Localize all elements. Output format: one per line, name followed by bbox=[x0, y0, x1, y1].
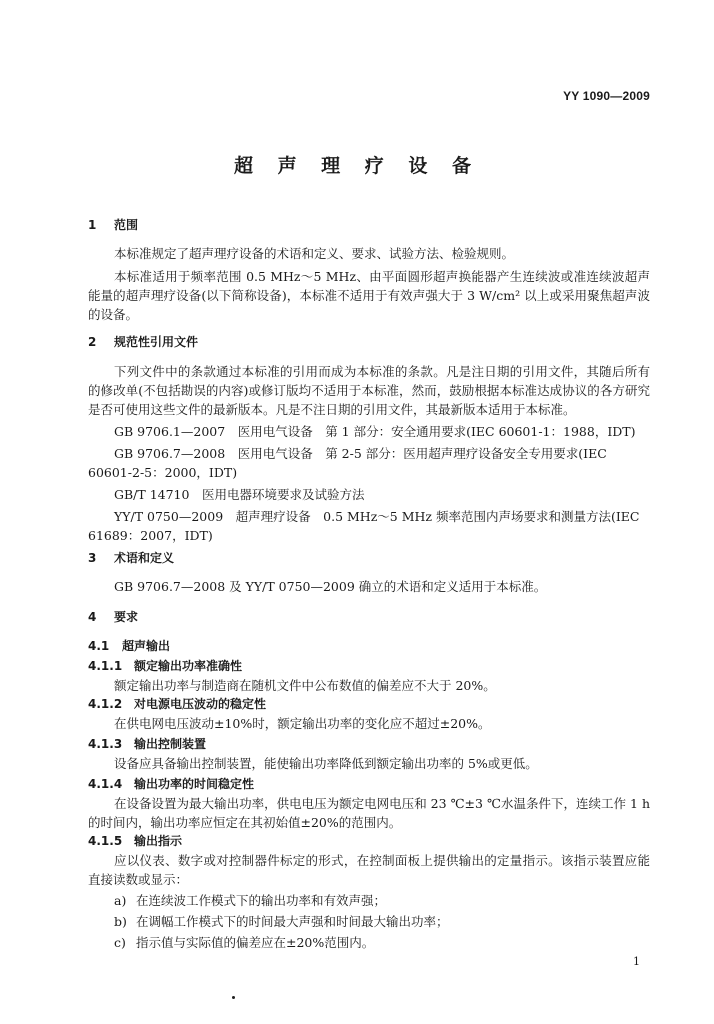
paragraph: 本标准规定了超声理疗设备的术语和定义、要求、试验方法、检验规则。 bbox=[114, 246, 515, 261]
clause-heading: 4.1.1 额定输出功率准确性 bbox=[88, 659, 243, 673]
scan-speck bbox=[232, 996, 235, 999]
paragraph: GB 9706.7—2008 及 YY/T 0750—2009 确立的术语和定义适用于本标准。 bbox=[114, 579, 547, 594]
reference-item: YY/T 0750—2009 超声理疗设备 0.5 MHz～5 MHz 频率范围内声场要求和测量方法(IEC 61689：2007，IDT) bbox=[88, 509, 640, 543]
section-3 bbox=[88, 549, 650, 568]
paragraph: 应以仪表、数字或对控制器件标定的形式，在控制面板上提供输出的定量指示。该指示装置应能直接读数或显示： bbox=[88, 853, 650, 887]
section-1 bbox=[88, 216, 650, 235]
section-heading: 4 要求 bbox=[88, 610, 139, 624]
section-2-body bbox=[88, 362, 650, 545]
paragraph: 在供电网电压波动±10%时，额定输出功率的变化应不超过±20%。 bbox=[114, 716, 491, 731]
paragraph: 额定输出功率与制造商在随机文件中公布数值的偏差应不大于 20%。 bbox=[114, 678, 496, 693]
clause-heading: 4.1.3 输出控制装置 bbox=[88, 737, 207, 751]
section-heading: 2 规范性引用文件 bbox=[88, 335, 199, 349]
section-heading: 3 术语和定义 bbox=[88, 551, 175, 565]
section-4-1 bbox=[88, 637, 650, 952]
reference-item: GB/T 14710 医用电器环境要求及试验方法 bbox=[114, 487, 365, 502]
section-2 bbox=[88, 333, 650, 352]
section-1-body bbox=[88, 244, 650, 324]
clause-heading: 4.1.2 对电源电压波动的稳定性 bbox=[88, 697, 267, 711]
page-number: 1 bbox=[633, 955, 640, 968]
reference-item: GB 9706.1—2007 医用电气设备 第 1 部分：安全通用要求(IEC 60601-1：1988，IDT) bbox=[114, 424, 636, 439]
clause-heading: 4.1.4 输出功率的时间稳定性 bbox=[88, 777, 255, 791]
document-title: 超 声 理 疗 设 备 bbox=[233, 155, 481, 177]
list-item: c) 指示值与实际值的偏差应在±20%范围内。 bbox=[114, 935, 375, 950]
subsection-heading: 4.1 超声输出 bbox=[88, 639, 171, 653]
paragraph: 本标准适用于频率范围 0.5 MHz～5 MHz、由平面圆形超声换能器产生连续波或准连续波超声能量的超声理疗设备(以下简称设备)，本标准不适用于有效声强大于 3 W/cm² 以上或采用聚焦超声波的设备。 bbox=[88, 269, 650, 322]
section-4 bbox=[88, 608, 650, 627]
reference-item: GB 9706.7—2008 医用电气设备 第 2-5 部分：医用超声理疗设备安全专用要求(IEC 60601-2-5：2000，IDT) bbox=[88, 446, 607, 480]
list-item: b) 在调幅工作模式下的时间最大声强和时间最大输出功率； bbox=[114, 914, 449, 929]
paragraph: 下列文件中的条款通过本标准的引用而成为本标准的条款。凡是注日期的引用文件，其随后所有的修改单(不包括勘误的内容)或修订版均不适用于本标准，然而，鼓励根据本标准达成协议的各方研究是否可使用这些文件的最新版本。凡是不注日期的引用文件，其最新版本适用于本标准。 bbox=[88, 364, 650, 417]
section-heading: 1 范围 bbox=[88, 218, 139, 232]
list-item: a) 在连续波工作模式下的输出功率和有效声强； bbox=[114, 893, 387, 908]
clause-heading: 4.1.5 输出指示 bbox=[88, 834, 183, 848]
paragraph: 设备应具备输出控制装置，能使输出功率降低到额定输出功率的 5%或更低。 bbox=[114, 756, 538, 771]
paragraph: 在设备设置为最大输出功率，供电电压为额定电网电压和 23 ℃±3 ℃水温条件下，连续工作 1 h 的时间内，输出功率应恒定在其初始值±20%的范围内。 bbox=[88, 796, 650, 830]
section-3-body bbox=[88, 577, 650, 596]
standard-code: YY 1090—2009 bbox=[563, 89, 650, 103]
